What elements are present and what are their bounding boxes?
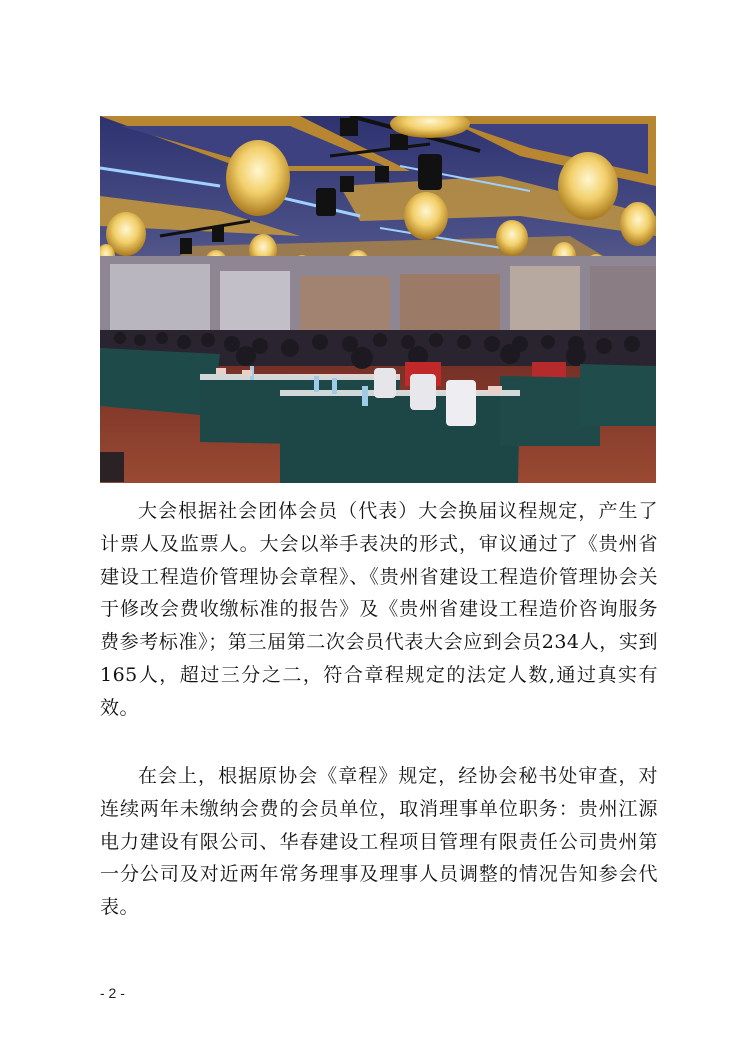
meeting-photo — [100, 116, 656, 483]
body-paragraph-2: 在会上，根据原协会《章程》规定，经协会秘书处审查，对连续两年未缴纳会费的会员单位，取消理事单位职务：贵州江源电力建设有限公司、华春建设工程项目管理有限责任公司贵州第一分公司及对近两年常务理事及理事人员调整的情况告知参会代表。 — [100, 765, 658, 919]
page-number: - 2 - — [100, 985, 125, 1001]
body-paragraph-1: 大会根据社会团体会员（代表）大会换届议程规定，产生了计票人及监票人。大会以举手表决的形式，审议通过了《贵州省建设工程造价管理协会章程》、《贵州省建设工程造价管理协会关于修改会费收缴标准的报告》及《贵州省建设工程造价咨询服务费参考标准》；第三届第二次会员代表大会应到会员234人，实到165人，超过三分之二，符合章程规定的法定人数,通过真实有效。 — [100, 500, 658, 719]
